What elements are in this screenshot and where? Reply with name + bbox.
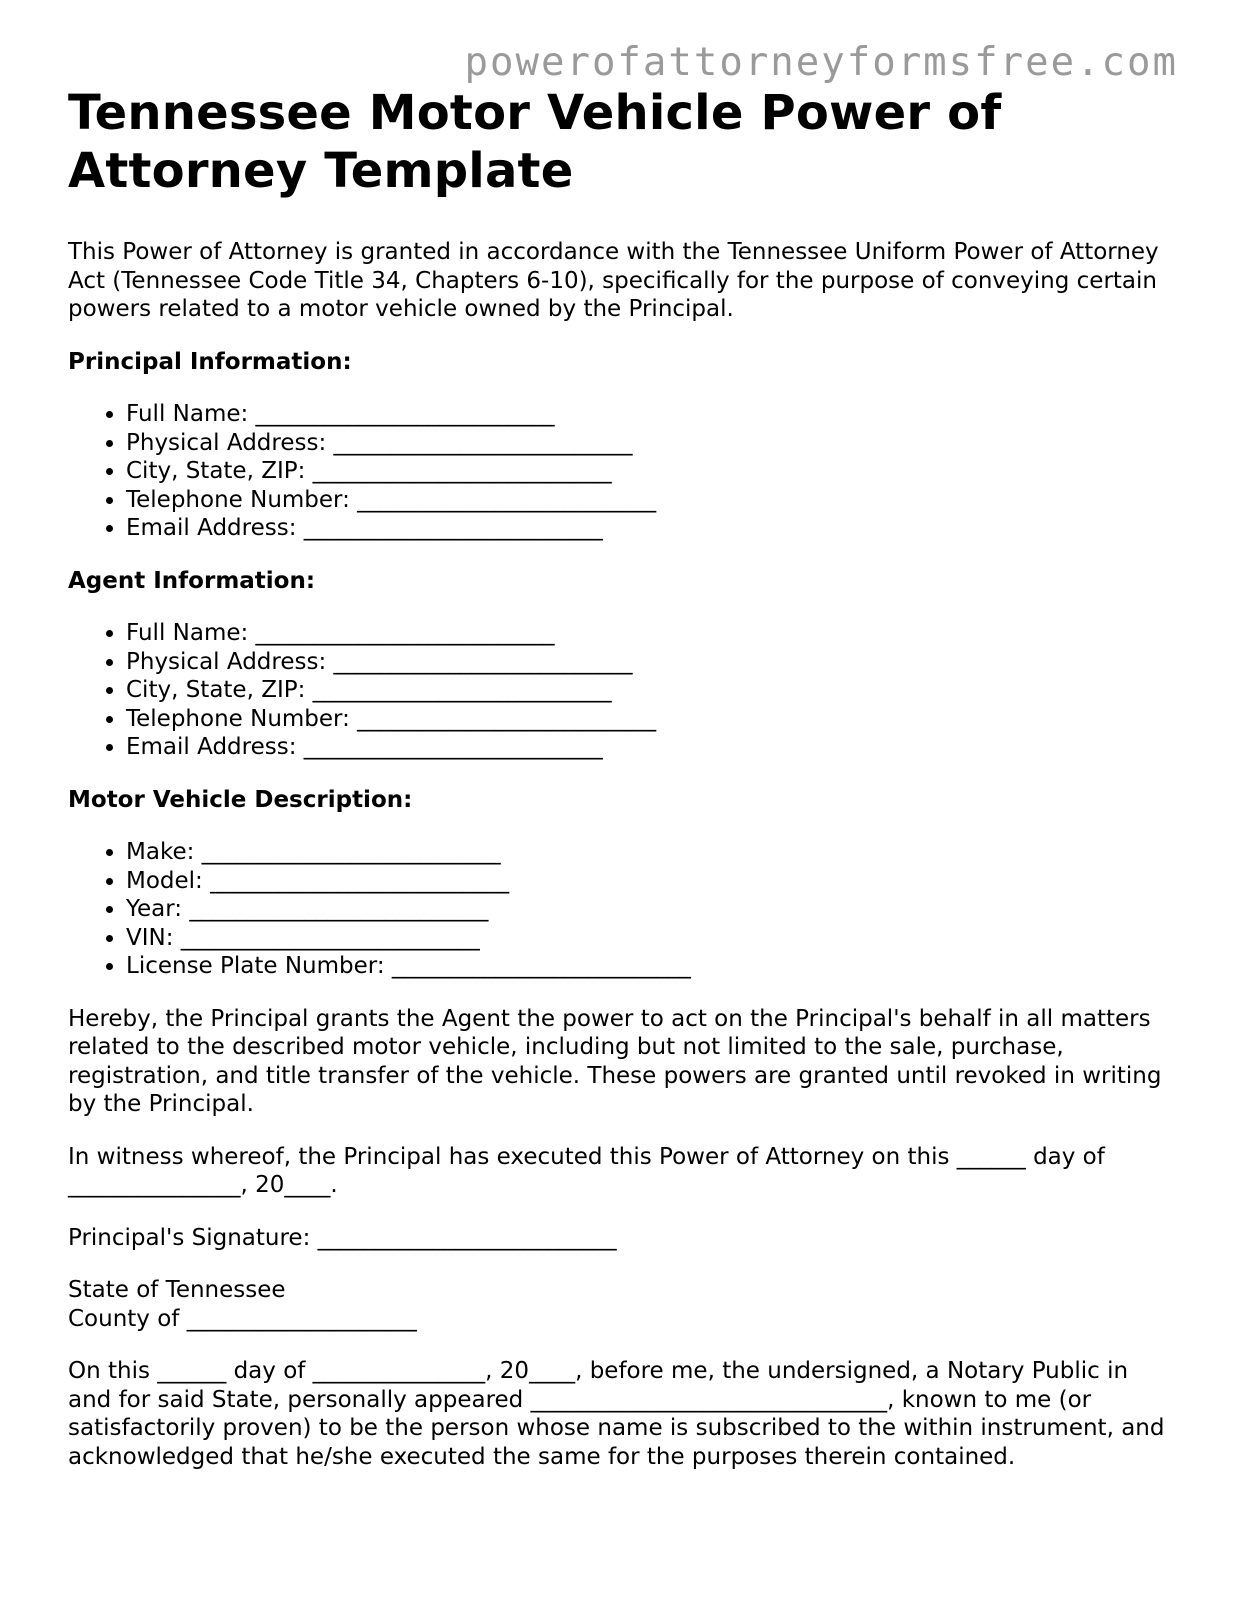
intro-paragraph: This Power of Attorney is granted in accordance with the Tennessee Uniform Power of Attorney Act (Tennessee Code Title 34, Chapters 6-10), specifically for the purpose of conveying certain powers related to a motor vehicle owned by the Principal. xyxy=(68,239,1159,322)
witness-paragraph: In witness whereof, the Principal has executed this Power of Attorney on this ______ day of _______________, 20____. xyxy=(68,1143,1105,1198)
vehicle-vin-field: • VIN: __________________________ xyxy=(126,924,1178,953)
agent-city-state-zip-field: • City, State, ZIP: __________________________ xyxy=(126,676,1178,705)
principal-email-field: • Email Address: __________________________ xyxy=(126,514,1178,543)
agent-email-field: • Email Address: __________________________ xyxy=(126,733,1178,762)
notary-county: County of ____________________ xyxy=(68,1305,417,1332)
agent-telephone-field: • Telephone Number: __________________________ xyxy=(126,705,1178,734)
watermark: powerofattorneyformsfree.com xyxy=(464,40,1178,85)
principal-signature-line: Principal's Signature: __________________________ xyxy=(68,1224,617,1251)
agent-full-name-field: • Full Name: __________________________ xyxy=(126,619,1178,648)
grant-paragraph: Hereby, the Principal grants the Agent the power to act on the Principal's behalf in all matters related to the described motor vehicle, including but not limited to the sale, purchase, registration, and title transfer of the vehicle. These powers are granted until revoked in writing by the Principal. xyxy=(68,1005,1162,1117)
vehicle-field-list xyxy=(68,838,1178,981)
principal-field-list xyxy=(68,400,1178,543)
vehicle-model-field: • Model: __________________________ xyxy=(126,867,1178,896)
agent-field-list xyxy=(68,619,1178,762)
principal-full-name-field: • Full Name: __________________________ xyxy=(126,400,1178,429)
agent-section-heading: Agent Information: xyxy=(68,567,316,594)
principal-city-state-zip-field: • City, State, ZIP: __________________________ xyxy=(126,457,1178,486)
vehicle-year-field: • Year: __________________________ xyxy=(126,895,1178,924)
notary-state: State of Tennessee xyxy=(68,1277,286,1303)
principal-address-field: • Physical Address: __________________________ xyxy=(126,429,1178,458)
vehicle-make-field: • Make: __________________________ xyxy=(126,838,1178,867)
notary-acknowledgment: On this ______ day of _______________, 20____, before me, the undersigned, a Notary Public in and for said State, personally appeared _______________________________, known to me (or satisfactorily proven) to be the person whose name is subscribed to the within instrument, and acknowledged that he/she executed the same for the purposes therein contained. xyxy=(68,1358,1165,1470)
document-title: Tennessee Motor Vehicle Power of Attorney Template xyxy=(68,85,1002,199)
principal-telephone-field: • Telephone Number: __________________________ xyxy=(126,486,1178,515)
principal-section-heading: Principal Information: xyxy=(68,348,352,375)
agent-address-field: • Physical Address: __________________________ xyxy=(126,648,1178,677)
notary-venue xyxy=(68,1276,1178,1333)
vehicle-license-plate-field: • License Plate Number: __________________________ xyxy=(126,952,1178,981)
vehicle-section-heading: Motor Vehicle Description: xyxy=(68,786,413,813)
document-body xyxy=(68,84,1178,1471)
